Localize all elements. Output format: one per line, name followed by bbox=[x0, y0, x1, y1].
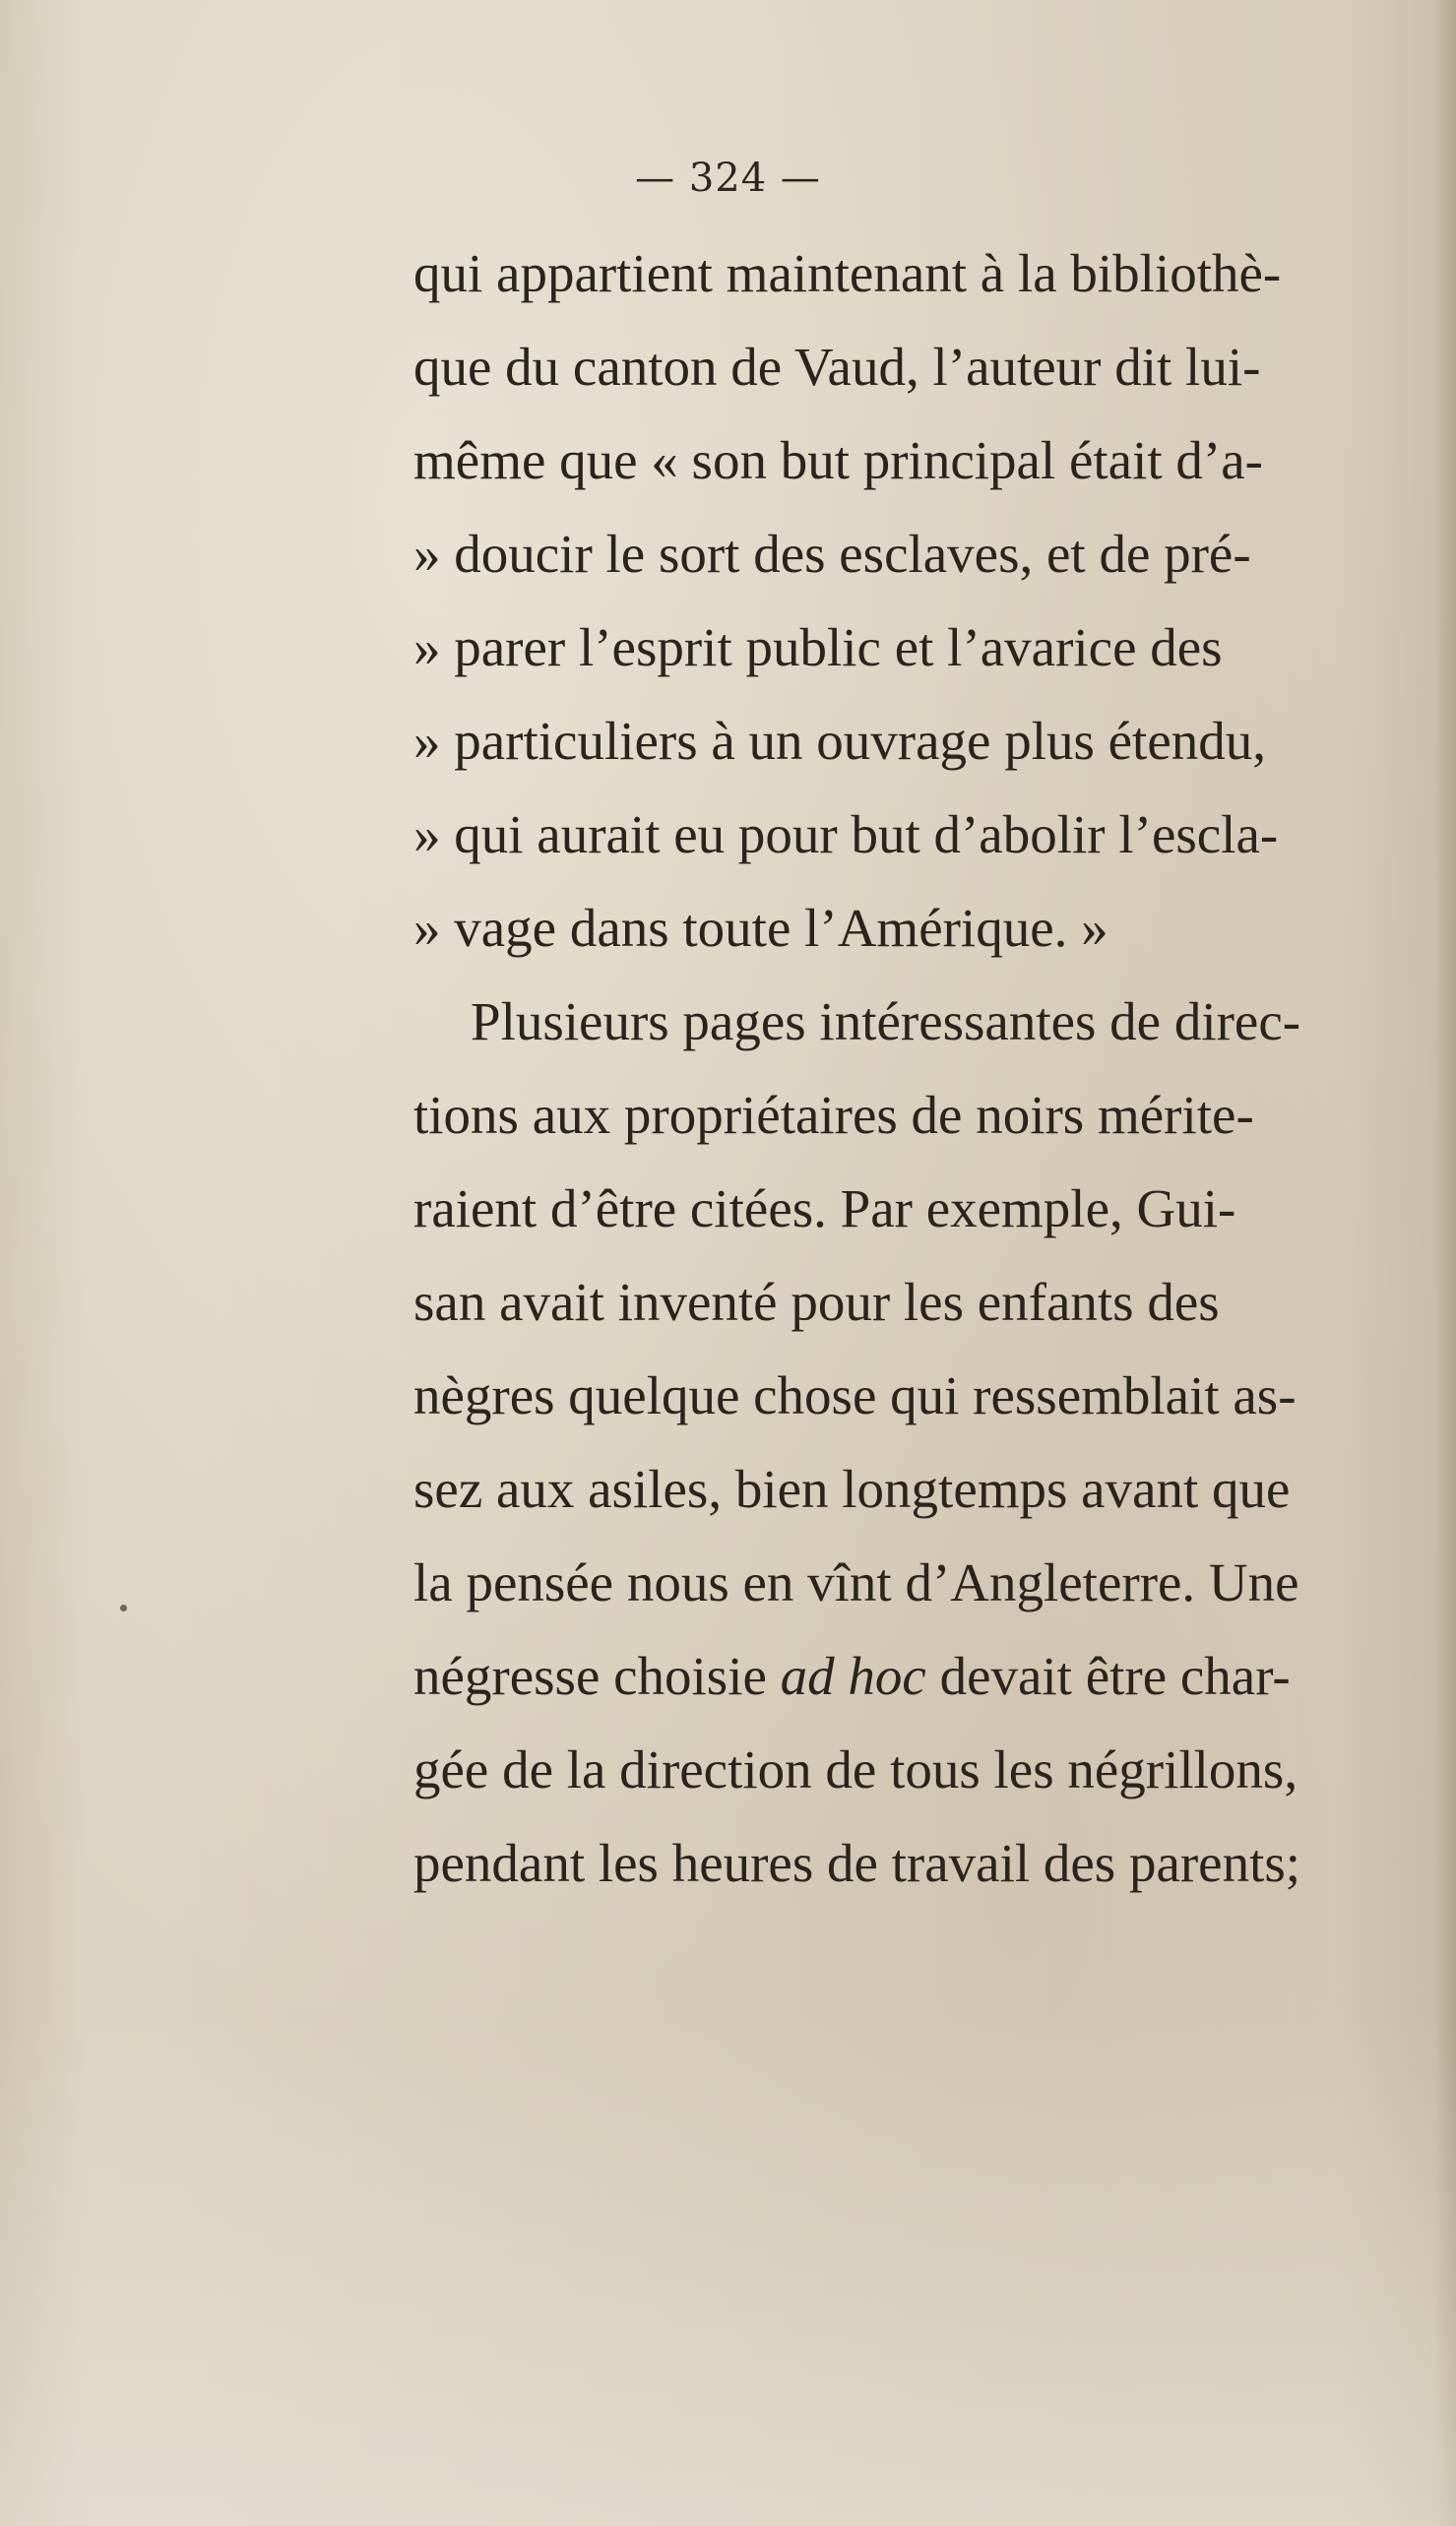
paragraph-first-line: Plusieurs pages intéressantes de direc- bbox=[471, 991, 1301, 1051]
text-line: pendant les heures de travail des parents; bbox=[413, 1833, 1301, 1893]
text-line: gée de la direction de tous les négrillons, bbox=[413, 1739, 1298, 1800]
text-line: » qui aurait eu pour but d’abolir l’escla- bbox=[413, 804, 1279, 864]
text-line: » vage dans toute l’Amérique. » bbox=[413, 898, 1108, 958]
page-number: — 324 — bbox=[635, 156, 821, 201]
text-line: nègres quelque chose qui ressemblait as- bbox=[413, 1365, 1297, 1425]
text-line: la pensée nous en vînt d’Angleterre. Une bbox=[413, 1552, 1299, 1612]
text-line: qui appartient maintenant à la bibliothè- bbox=[413, 243, 1282, 303]
text-line: raient d’être citées. Par exemple, Gui- bbox=[413, 1178, 1236, 1238]
text-segment: devait être char- bbox=[925, 1646, 1291, 1706]
text-line: que du canton de Vaud, l’auteur dit lui- bbox=[413, 337, 1261, 397]
text-line: » doucir le sort des esclaves, et de pré- bbox=[413, 524, 1251, 584]
text-line: san avait inventé pour les enfants des bbox=[413, 1272, 1220, 1332]
text-line: » parer l’esprit public et l’avarice des bbox=[413, 617, 1223, 677]
text-segment: négresse choisie bbox=[413, 1646, 781, 1706]
paper-speck bbox=[120, 1605, 127, 1611]
body-text bbox=[413, 226, 1437, 1910]
text-line-with-italic bbox=[413, 1629, 1437, 1723]
italic-phrase: ad hoc bbox=[780, 1646, 926, 1706]
text-line: » particuliers à un ouvrage plus étendu, bbox=[413, 711, 1266, 771]
text-line: tions aux propriétaires de noirs mérite- bbox=[413, 1085, 1254, 1145]
text-line: même que « son but principal était d’a- bbox=[413, 430, 1263, 490]
text-line: sez aux asiles, bien longtemps avant que bbox=[413, 1459, 1291, 1519]
page-bottom-fade bbox=[0, 2014, 1456, 2526]
